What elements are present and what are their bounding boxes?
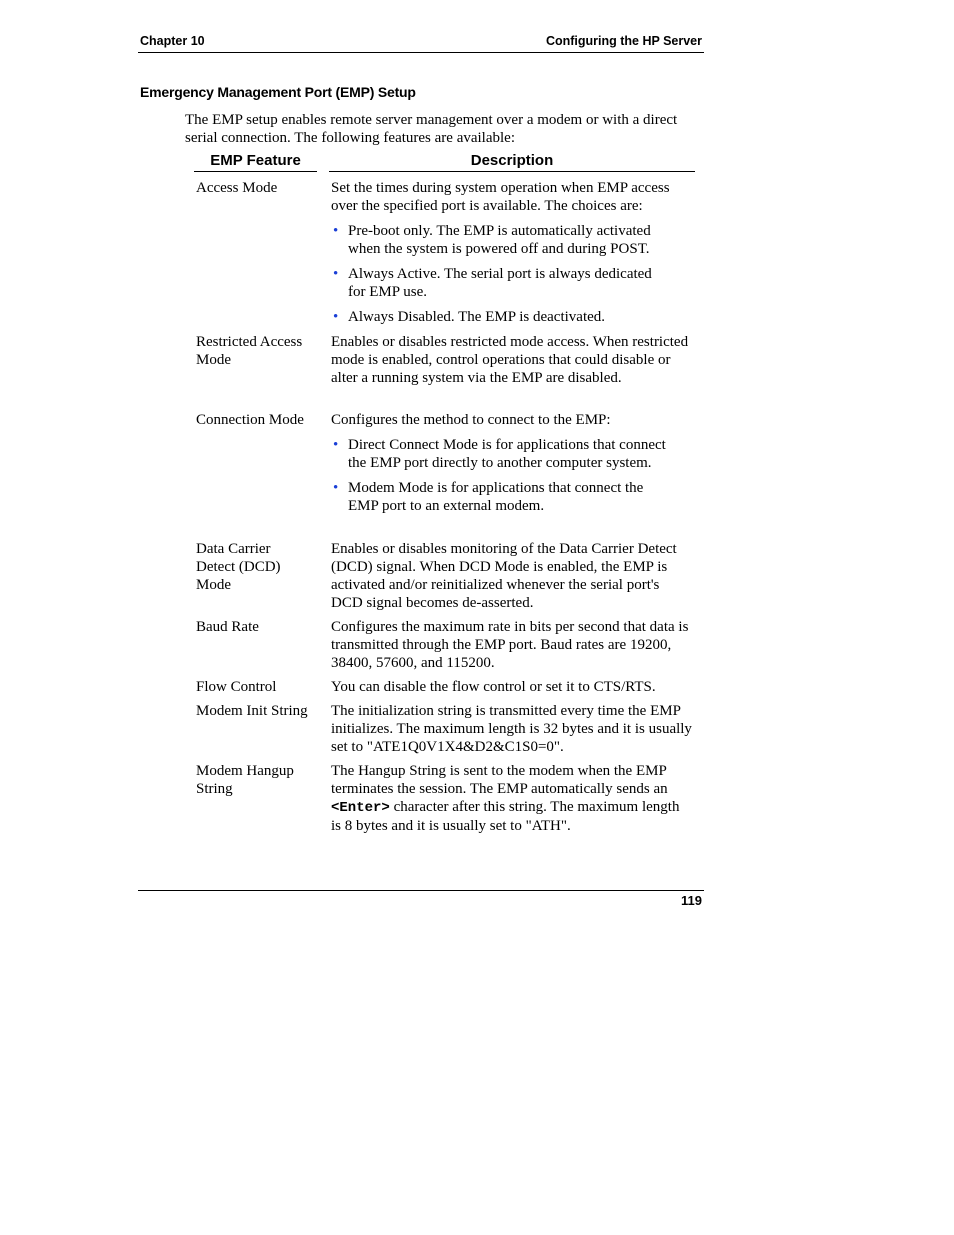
description-text: Set the times during system operation when EMP access over the specified port is available. The choices are: xyxy=(331,180,670,214)
feature-description xyxy=(331,179,693,326)
bullet-icon: • xyxy=(333,223,339,239)
description-text: character after this string. The maximum length is 8 bytes and it is usually set to "ATH". xyxy=(331,799,680,834)
running-header-title: Configuring the HP Server xyxy=(545,34,702,48)
feature-name: Data Carrier Detect (DCD) Mode xyxy=(196,541,281,593)
bullet-item xyxy=(331,436,668,472)
bullet-text: Always Disabled. The EMP is deactivated. xyxy=(348,309,606,325)
feature-description xyxy=(331,762,693,835)
column-header-description: Description xyxy=(470,152,554,169)
bullet-icon: • xyxy=(333,309,339,325)
section-title: Emergency Management Port (EMP) Setup xyxy=(140,84,416,100)
feature-description: You can disable the flow control or set it to CTS/RTS. xyxy=(331,679,656,695)
description-text: Configures the method to connect to the EMP: xyxy=(331,412,611,428)
running-header-chapter: Chapter 10 xyxy=(140,34,205,48)
bullet-item xyxy=(331,222,668,258)
bullet-icon: • xyxy=(333,480,339,496)
bullet-text: Always Active. The serial port is always dedicated for EMP use. xyxy=(348,266,652,300)
bullet-item xyxy=(331,265,668,301)
feature-name: Access Mode xyxy=(196,180,278,196)
page-number: 119 xyxy=(681,893,702,908)
feature-description: Enables or disables restricted mode access. When restricted mode is enabled, control operations that could disable or alter a running system via the EMP are disabled. xyxy=(331,334,689,386)
feature-name: Modem Hangup String xyxy=(196,763,294,797)
feature-description: Enables or disables monitoring of the Data Carrier Detect (DCD) signal. When DCD Mode is enabled, the EMP is activated and/or reinitialized whenever the serial port's DCD signal becomes de-asserted. xyxy=(331,541,677,611)
enter-key-label: <Enter> xyxy=(331,800,390,816)
feature-name: Flow Control xyxy=(196,679,277,695)
column-rule-description xyxy=(329,171,695,172)
column-header-feature: EMP Feature xyxy=(210,152,301,169)
intro-paragraph: The EMP setup enables remote server management over a modem or with a direct serial connection. The following features are available: xyxy=(185,112,678,146)
bullet-item xyxy=(331,308,668,326)
footer-rule xyxy=(138,890,704,891)
feature-name: Connection Mode xyxy=(196,412,304,428)
bullet-text: Modem Mode is for applications that connect the EMP port to an external modem. xyxy=(348,480,644,514)
bullet-item xyxy=(331,479,668,515)
bullet-text: Direct Connect Mode is for applications that connect the EMP port directly to another computer system. xyxy=(348,437,666,471)
feature-description: Configures the maximum rate in bits per second that data is transmitted through the EMP port. Baud rates are 19200, 38400, 57600, and 115200. xyxy=(331,619,689,671)
feature-description: The initialization string is transmitted every time the EMP initializes. The maximum length is 32 bytes and it is usually set to "ATE1Q0V1X4&D2&C1S0=0". xyxy=(331,703,692,755)
column-rule-feature xyxy=(194,171,317,172)
feature-name: Modem Init String xyxy=(196,703,308,719)
header-rule xyxy=(138,52,704,53)
bullet-icon: • xyxy=(333,266,339,282)
feature-name: Restricted Access Mode xyxy=(196,334,303,368)
description-text: The Hangup String is sent to the modem when the EMP terminates the session. The EMP automatically sends an xyxy=(331,763,668,797)
feature-description xyxy=(331,411,693,515)
feature-name: Baud Rate xyxy=(196,619,259,635)
bullet-icon: • xyxy=(333,437,339,453)
bullet-text: Pre-boot only. The EMP is automatically activated when the system is powered off and during POST. xyxy=(348,223,651,257)
